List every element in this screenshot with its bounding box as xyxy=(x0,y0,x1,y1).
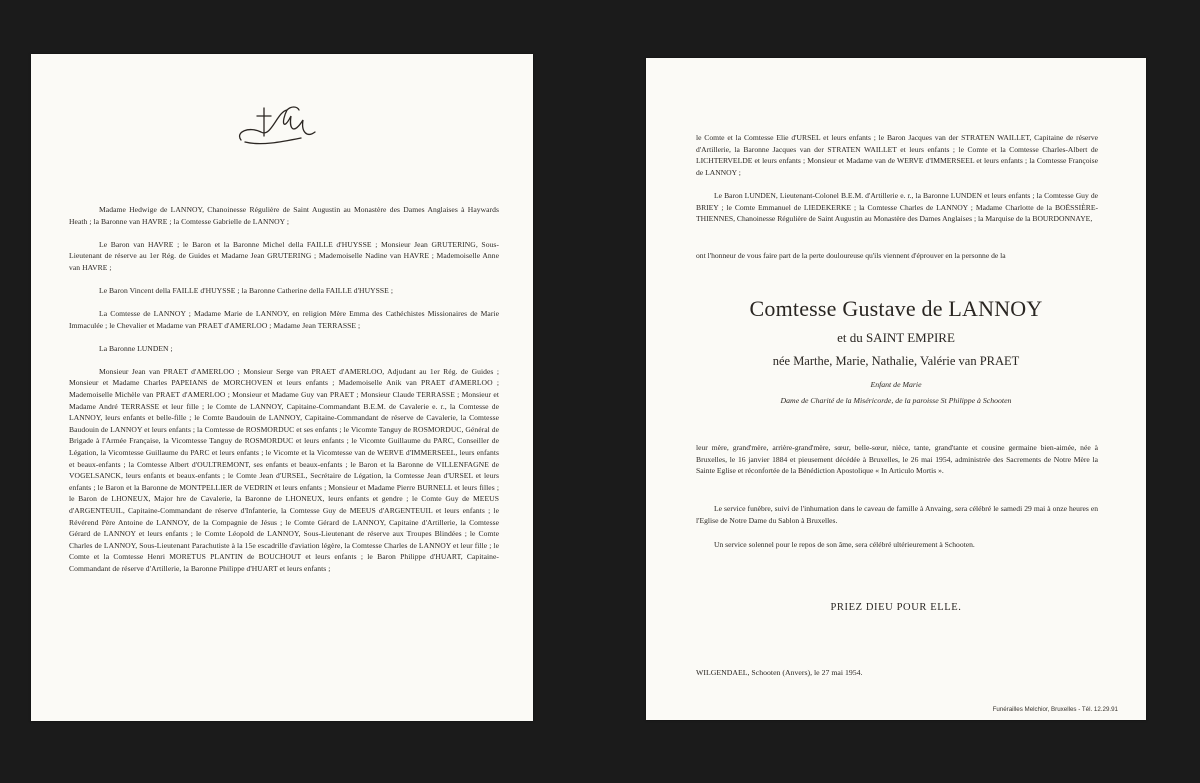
relatives-lunden xyxy=(696,190,1098,225)
role-line: Dame de Charité de la Miséricorde, de la paroisse St Philippe à Schooten xyxy=(780,396,1012,405)
service-text: Le service funèbre, suivi de l'inhumation dans le caveau de famille à Anvaing, sera célébré le samedi 29 mai à onze heures en l'Eglise de Notre Dame du Sablon à Bruxelles. xyxy=(696,504,1098,525)
cross-monogram-icon xyxy=(231,102,321,152)
birth-name: née Marthe, Marie, Nathalie, Valérie van PRAET xyxy=(772,354,1020,368)
relatives-paragraph: Le Baron LUNDEN, Lieutenant-Colonel B.E.M. d'Artillerie e. r., la Baronne LUNDEN et leurs enfants ; la Comtesse Guy de BRIEY ; le Comte Emmanuel de LIEDEKERKE ; la Comtesse Charles de LANNOY ; Madame Charlotte de la BOËSSIÈRE-THIENNES, Chanoinesse Régulière de Saint Augustin au Monastère des Dames Anglaises ; la Marquise de la BOURDONNAYE, xyxy=(696,191,1098,224)
left-page xyxy=(31,54,533,721)
family-text: leur mère, grand'mère, arrière-grand'mère, sœur, belle-sœur, nièce, tante, grand'tante et cousine germaine bien-aimée, née à Bruxelles, le 16 janvier 1884 et pieusement décédée à Bruxelles, le 26 mai 1954, administrée des Sacrements de Notre Mère la Sainte Eglise et réconfortée de la Bénédiction Apostolique « In Articulo Mortis ». xyxy=(696,443,1098,476)
prayer-line: PRIEZ DIEU POUR ELLE. xyxy=(830,602,962,613)
left-paragraph: Madame Hedwige de LANNOY, Chanoinesse Régulière de Saint Augustin au Monastère des Dames Anglaises à Haywards Heath ; la Baronne van HAVRE ; la Comtesse Gabrielle de LANNOY ; xyxy=(69,205,499,226)
deceased-title: et du SAINT EMPIRE xyxy=(837,330,955,345)
left-paragraph: Le Baron van HAVRE ; le Baron et la Baronne Michel della FAILLE d'HUYSSE ; Monsieur Jean GRUTERING, Sous-Lieutenant de réserve au 1er Rég. de Guides et Madame Jean GRUTERING ; Mademoiselle Nadine van HAVRE ; Mademoiselle Anne van HAVRE ; xyxy=(69,239,499,272)
left-paragraph: La Baronne LUNDEN ; xyxy=(99,343,173,353)
left-paragraph: Le Baron Vincent della FAILLE d'HUYSSE ; la Baronne Catherine della FAILLE d'HUYSSE ; xyxy=(99,285,393,295)
memorial-service xyxy=(696,539,1098,551)
left-paragraph: Monsieur Jean van PRAET d'AMERLOO ; Monsieur Serge van PRAET d'AMERLOO, Adjudant au 1er Rég. de Guides ; Monsieur et Madame Charles PAPEIANS de MORCHOVEN et leurs enfants ; Mademoiselle Anik van PRAET d'AMERLOO ; Mademoiselle Michèle van PRAET d'AMERLOO ; Monsieur et Madame Guy van PRAET ; Monsieur Claude TERRASSE ; Monsieur et Madame André TERRASSE et leur fille ; le Comte de LANNOY, Capitaine-Commandant B.E.M. de Cavalerie e. r., la Comtesse de LANNOY, leurs enfants et belle-fille ; le Comte Baudouin de LANNOY, Capitaine-Commandant de réserve de Cavalerie, la Comtesse Baudouin de LANNOY et leurs enfants ; la Comtesse de ROSMORDUC et ses enfants ; le Vicomte Tanguy de ROSMORDUC, Général de Brigade à l'Armée Française, la Vicomtesse Tanguy de ROSMORDUC et leurs enfants ; le Vicomte Guillaume du PARC, Conseiller de Légation, la Vicomtesse Guillaume du PARC et leurs enfants ; le Vicomte et la Vicomtesse van de WERVE d'IMMERSEEL, leurs enfants et beaux-enfants ; la Comtesse Albert d'OULTREMONT, ses enfants et beaux-enfants ; le Baron et la Baronne de VILLENFAGNE de VOGELSANCK, leurs enfants et beaux-enfants ; le Comte Jean d'URSEL, Secrétaire de Légation, la Comtesse Jean d'URSEL et leurs enfants ; le Baron et la Baronne de MONTPELLIER de VEDRIN et leurs enfants ; Monsieur et Madame Pierre BURNELL et leurs filles ; le Baron de LHONEUX, Major hre de Cavalerie, la Baronne de LHONEUX, leurs enfants et gendre ; le Comte Guy de MEEUS d'ARGENTEUIL, Capitaine-Commandant de réserve d'Infanterie, la Comtesse Guy de MEEUS d'ARGENTEUIL et leurs enfants ; le Révérend Père Antoine de LANNOY, de la Compagnie de Jésus ; le Comte Gérard de LANNOY, Capitaine d'Artillerie, la Comtesse Gérard de LANNOY et leurs enfants ; le Comte Léopold de LANNOY, Sous-Lieutenant de réserve aux Troupes Blindées ; le Comte Charles de LANNOY, Sous-Lieutenant Parachutiste à la 15e escadrille d'aviation légère, la Comtesse Charles de LANNOY et leur fille ; le Comte et la Comtesse Henri MORETUS PLANTIN de BOUCHOUT et leurs enfants ; le Baron Philippe d'HUART, Capitaine-Commandant de réserve d'Artillerie, la Baronne Philippe d'HUART et leurs enfants ; xyxy=(69,366,499,573)
relatives-continued xyxy=(696,132,1098,178)
service-text: Un service solennel pour le repos de son âme, sera célébré ultérieurement à Schooten. xyxy=(714,540,975,549)
funeral-service xyxy=(696,503,1098,526)
role-line: Enfant de Marie xyxy=(870,380,922,389)
family-paragraph xyxy=(696,442,1098,477)
relatives-paragraph: le Comte et la Comtesse Elie d'URSEL et leurs enfants ; le Baron Jacques van der STRATEN WAILLET, Capitaine de réserve d'Artillerie, la Baronne Jacques van der STRATEN WAILLET et leurs enfants ; le Comte et la Comtesse Charles-Albert de LICHTERVELDE et leurs enfants ; Monsieur et Madame van de WERVE d'IMMERSEEL et leurs enfants ; la Comtesse Françoise de LANNOY ; xyxy=(696,133,1098,177)
left-text xyxy=(69,204,499,575)
announcement xyxy=(696,250,1098,262)
left-paragraph: La Comtesse de LANNOY ; Madame Marie de LANNOY, en religion Mère Emma des Cathéchistes Missionaires de Marie Immaculée ; le Chevalier et Madame van PRAET d'AMERLOO ; Madame Jean TERRASSE ; xyxy=(69,309,499,330)
right-page xyxy=(646,58,1146,720)
deceased-name: Comtesse Gustave de LANNOY xyxy=(749,296,1043,321)
printer-credit: Funérailles Melchior, Bruxelles - Tél. 12.29.91 xyxy=(992,706,1118,713)
announcement-text: ont l'honneur de vous faire part de la perte douloureuse qu'ils viennent d'éprouver en la personne de la xyxy=(696,251,1006,260)
place-date: WILGENDAEL, Schooten (Anvers), le 27 mai 1954. xyxy=(696,668,863,677)
